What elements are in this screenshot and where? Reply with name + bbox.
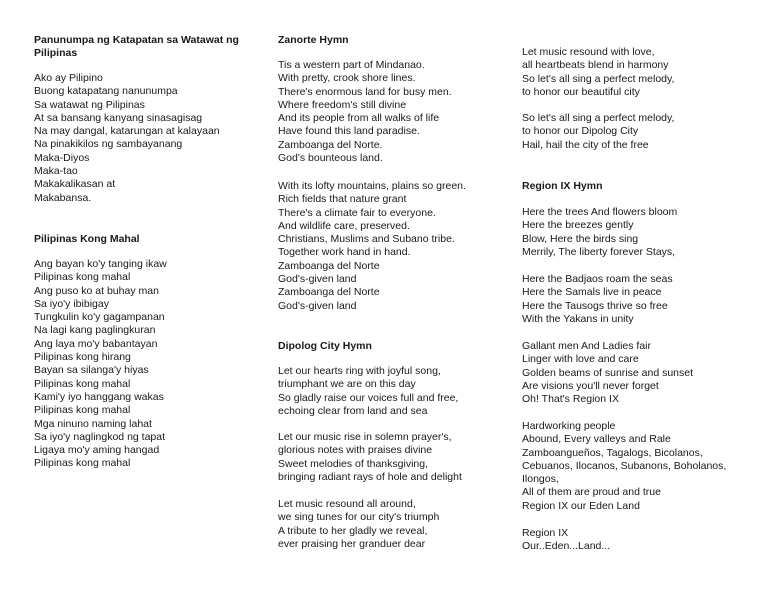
verse-line: Bayan sa silanga'y hiyas: [34, 364, 149, 377]
verse-line: Christians, Muslims and Subano tribe.: [278, 233, 455, 246]
verse-line: to honor our beautiful city: [522, 85, 640, 98]
verse-line: There's a climate fair to everyone.: [278, 206, 436, 219]
verse-line: Pilipinas kong mahal: [34, 271, 131, 284]
verse-line: Kami'y iyo hanggang wakas: [34, 390, 164, 403]
verse-line: to honor our Dipolog City: [522, 125, 639, 138]
verse-line: Golden beams of sunrise and sunset: [522, 366, 694, 379]
verse-line: Ang bayan ko'y tanging ikaw: [34, 258, 167, 270]
verse-line: All of them are proud and true: [522, 486, 661, 499]
verse-line: Abound, Every valleys and Rale: [522, 433, 671, 446]
verse-line: Ilongos,: [522, 473, 559, 486]
pilipinas-kong-mahal-title: Pilipinas Kong Mahal: [34, 233, 140, 245]
pledge-title: Panunumpa ng Katapatan sa Watawat ng Pilipinas: [34, 34, 239, 59]
verse-line: Hardworking people: [522, 420, 616, 432]
verse-line: Cebuanos, Ilocanos, Subanons, Boholanos,: [522, 459, 727, 472]
region-ix-verse-5: [522, 527, 610, 554]
zanorte-verse-1: [278, 59, 452, 165]
verse-line: At sa bansang kanyang sinasagisag: [34, 111, 203, 124]
verse-line: Maka-tao: [34, 165, 78, 178]
pledge-stanza: [34, 72, 220, 205]
verse-line: Region IX: [522, 527, 569, 539]
verse-line: A tribute to her gladly we reveal,: [278, 524, 428, 537]
dipolog-verse-1: [278, 365, 458, 418]
verse-line: Let music resound with love,: [522, 46, 655, 58]
verse-line: God's bounteous land.: [278, 152, 383, 165]
verse-line: Where freedom's still divine: [278, 98, 407, 111]
verse-line: Hail, hail the city of the free: [522, 138, 649, 151]
verse-line: Here the Badjaos roam the seas: [522, 273, 673, 285]
verse-line: Here the Samals live in peace: [522, 286, 662, 299]
verse-line: So gladly raise our voices full and free,: [278, 391, 459, 404]
verse-line: Na pinakikilos ng sambayanang: [34, 138, 183, 151]
verse-line: Tis a western part of Mindanao.: [278, 59, 425, 71]
verse-line: Mga ninuno naming lahat: [34, 417, 152, 430]
verse-line: Pilipinas kong hirang: [34, 351, 131, 364]
verse-line: Sa iyo'y naglingkod ng tapat: [34, 430, 166, 443]
verse-line: Here the breezes gently: [522, 219, 634, 232]
verse-line: Blow, Here the birds sing: [522, 232, 639, 245]
verse-line: Pilipinas kong mahal: [34, 457, 131, 470]
verse-line: With pretty, crook shore lines.: [278, 72, 416, 85]
verse-line: Ligaya mo'y aming hangad: [34, 444, 160, 457]
zanorte-hymn-title: Zanorte Hymn: [278, 34, 349, 46]
verse-line: Have found this land paradise.: [278, 125, 420, 138]
verse-line: echoing clear from land and sea: [278, 404, 428, 417]
verse-line: Zamboanga del Norte.: [278, 138, 383, 151]
region-ix-hymn-title: Region IX Hymn: [522, 180, 603, 192]
dipolog-verse-2: [278, 431, 462, 484]
region-ix-verse-4: [522, 420, 726, 513]
verse-line: bringing radiant rays of hole and delight: [278, 470, 462, 483]
verse-line: Merrily, The liberty forever Stays,: [522, 245, 676, 258]
pilipinas-kong-mahal-stanza: [34, 258, 167, 471]
dipolog-verse-5: [522, 112, 674, 152]
verse-line: Sa iyo'y ibibigay: [34, 297, 109, 310]
verse-line: And its people from all walks of life: [278, 112, 440, 125]
verse-line: Here the trees And flowers bloom: [522, 206, 678, 218]
verse-line: God's-given land: [278, 299, 357, 312]
verse-line: Sweet melodies of thanksgiving,: [278, 457, 428, 470]
verse-line: Together work hand in hand.: [278, 246, 411, 259]
verse-line: triumphant we are on this day: [278, 378, 416, 391]
verse-line: we sing tunes for our city's triumph: [278, 511, 440, 524]
verse-line: Makabansa.: [34, 191, 92, 204]
verse-line: glorious notes with praises divine: [278, 444, 433, 457]
verse-line: Buong katapatang nanunumpa: [34, 85, 178, 98]
verse-line: Here the Tausogs thrive so free: [522, 299, 668, 312]
verse-line: So let's all sing a perfect melody,: [522, 112, 675, 124]
verse-line: With the Yakans in unity: [522, 312, 634, 325]
verse-line: Zamboanga del Norte: [278, 259, 380, 272]
verse-line: Rich fields that nature grant: [278, 193, 407, 206]
verse-line: Gallant men And Ladies fair: [522, 340, 651, 352]
dipolog-verse-4: [522, 46, 674, 99]
verse-line: Makakalikasan at: [34, 178, 116, 191]
dipolog-hymn-title: Dipolog City Hymn: [278, 340, 372, 352]
verse-line: Linger with love and care: [522, 353, 639, 366]
zanorte-verse-2: [278, 180, 466, 313]
verse-line: Zamboanga del Norte: [278, 286, 380, 299]
verse-line: Ang laya mo'y babantayan: [34, 337, 158, 350]
verse-line: Ang puso ko at buhay man: [34, 284, 159, 297]
region-ix-verse-3: [522, 340, 693, 406]
verse-line: Tungkulin ko'y gagampanan: [34, 311, 165, 324]
verse-line: Let our music rise in solemn prayer's,: [278, 431, 452, 443]
verse-line: With its lofty mountains, plains so green.: [278, 180, 466, 192]
verse-line: And wildlife care, preserved.: [278, 219, 410, 232]
verse-line: Na lagi kang paglingkuran: [34, 324, 156, 337]
verse-line: There's enormous land for busy men.: [278, 85, 452, 98]
verse-line: Let music resound all around,: [278, 498, 416, 510]
verse-line: Maka-Diyos: [34, 151, 90, 164]
verse-line: Pilipinas kong mahal: [34, 404, 131, 417]
verse-line: So let's all sing a perfect melody,: [522, 72, 675, 85]
verse-line: God's-given land: [278, 273, 357, 286]
verse-line: all heartbeats blend in harmony: [522, 59, 669, 72]
verse-line: Pilipinas kong mahal: [34, 377, 131, 390]
verse-line: Let our hearts ring with joyful song,: [278, 365, 441, 377]
verse-line: Ako ay Pilipino: [34, 72, 103, 84]
verse-line: Oh! That's Region IX: [522, 393, 619, 406]
verse-line: Region IX our Eden Land: [522, 499, 640, 512]
verse-line: Zamboangueños, Tagalogs, Bicolanos,: [522, 446, 703, 459]
verse-line: Are visions you'll never forget: [522, 379, 659, 392]
region-ix-verse-2: [522, 273, 673, 326]
verse-line: Our..Eden...Land...: [522, 540, 611, 553]
verse-line: ever praising her granduer dear: [278, 537, 426, 550]
region-ix-verse-1: [522, 206, 677, 259]
verse-line: Na may dangal, katarungan at kalayaan: [34, 125, 220, 138]
dipolog-verse-3: [278, 498, 439, 551]
verse-line: Sa watawat ng Pilipinas: [34, 98, 145, 111]
